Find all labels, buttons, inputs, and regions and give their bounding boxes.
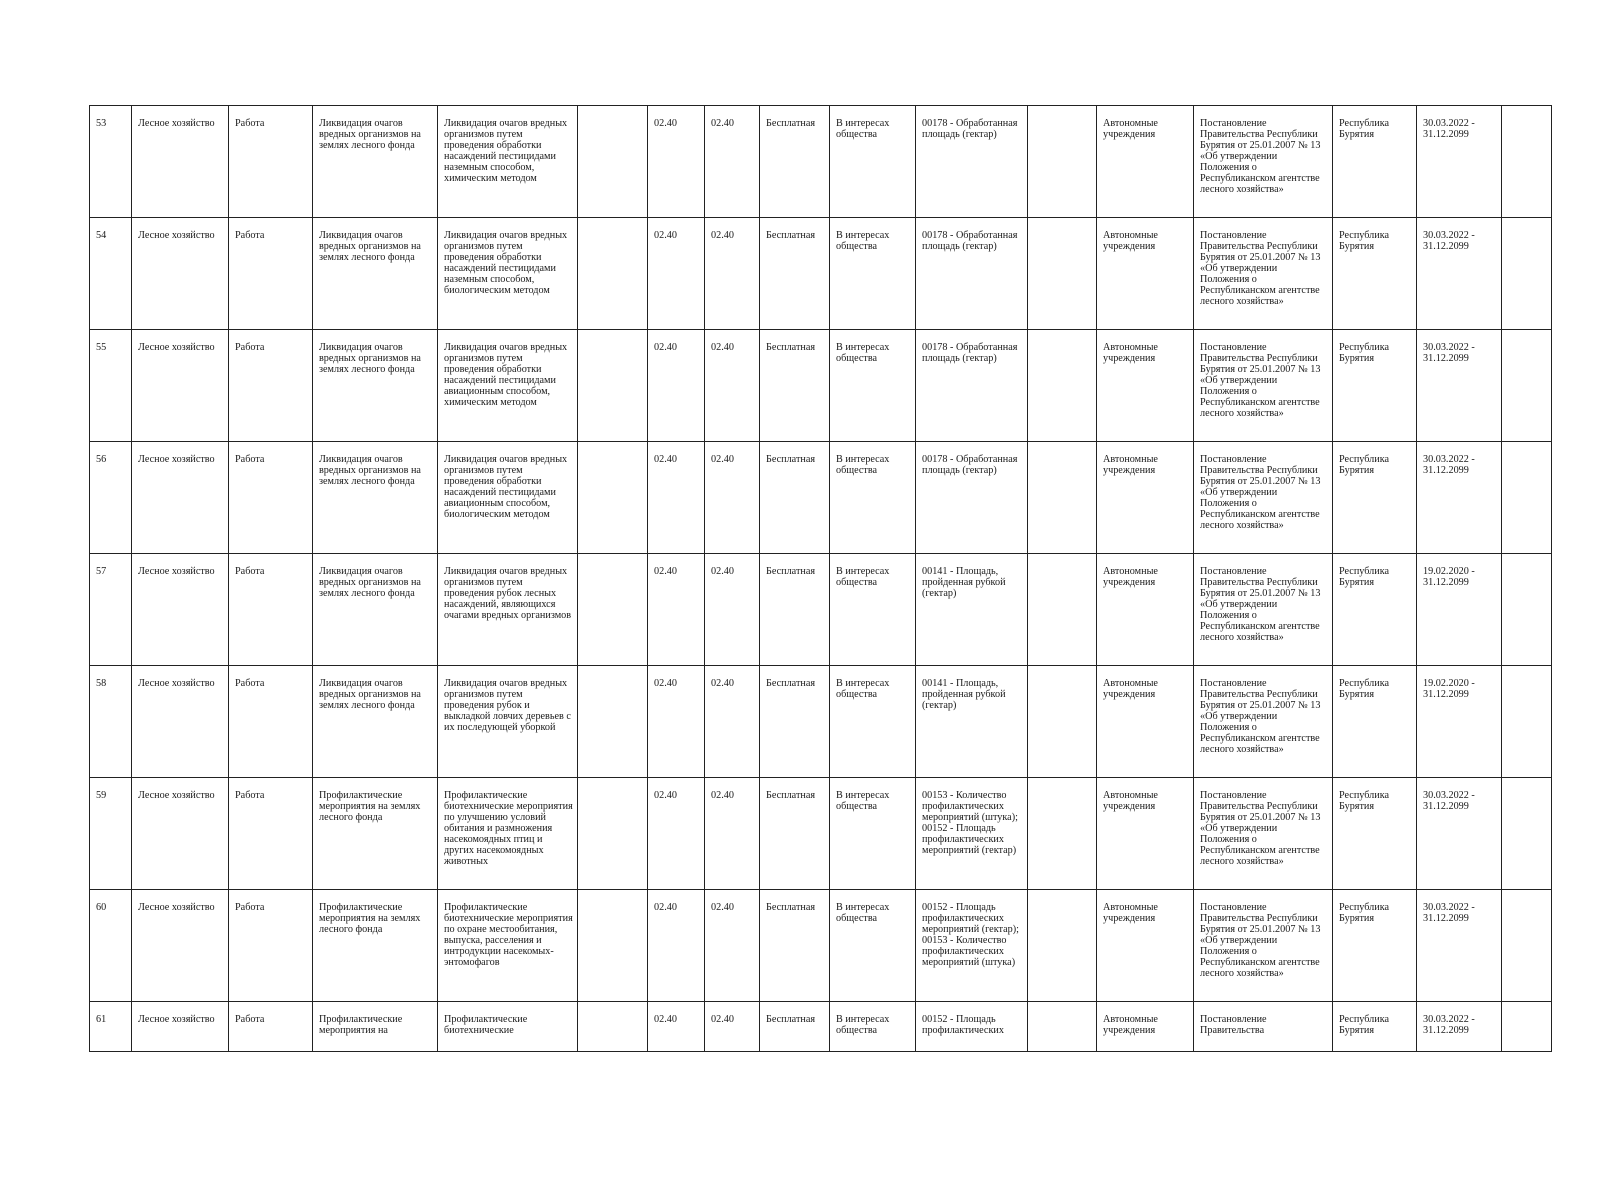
validity-period-cell: 30.03.2022 - 31.12.2099 bbox=[1417, 330, 1502, 442]
consumers-cell: В интересах общества bbox=[830, 1002, 916, 1052]
empty-cell bbox=[1502, 666, 1552, 778]
service-content-cell: Ликвидация очагов вредных организмов путем проведения обработки насаждений пестицидами авиационным способом, биологическим методом bbox=[438, 442, 578, 554]
service-content-cell: Ликвидация очагов вредных организмов путем проведения рубок и выкладкой ловчих деревьев с их последующей уборкой bbox=[438, 666, 578, 778]
sector-cell: Лесное хозяйство bbox=[132, 778, 229, 890]
empty-cell bbox=[578, 106, 648, 218]
code-cell: 02.40 bbox=[705, 218, 760, 330]
service-content-cell: Ликвидация очагов вредных организмов путем проведения обработки насаждений пестицидами наземным способом, биологическим методом bbox=[438, 218, 578, 330]
payment-cell: Бесплатная bbox=[760, 442, 830, 554]
empty-cell bbox=[1028, 442, 1097, 554]
empty-cell bbox=[578, 1002, 648, 1052]
empty-cell bbox=[1502, 890, 1552, 1002]
institution-cell: Автономные учреждения bbox=[1097, 778, 1194, 890]
table-row bbox=[90, 778, 1552, 890]
sector-cell: Лесное хозяйство bbox=[132, 666, 229, 778]
code-cell: 02.40 bbox=[705, 442, 760, 554]
row-number: 54 bbox=[90, 218, 132, 330]
code-cell: 02.40 bbox=[648, 554, 705, 666]
indicator-cell: 00141 - Площадь, пройденная рубкой (гектар) bbox=[916, 554, 1028, 666]
service-name-cell: Профилактические мероприятия на bbox=[313, 1002, 438, 1052]
service-content-cell: Ликвидация очагов вредных организмов путем проведения обработки насаждений пестицидами авиационным способом, химическим методом bbox=[438, 330, 578, 442]
code-cell: 02.40 bbox=[705, 778, 760, 890]
legal-basis-cell: Постановление Правительства Республики Бурятия от 25.01.2007 № 13 «Об утверждении Положения о Республиканском агентстве лесного хозяйства» bbox=[1194, 890, 1333, 1002]
institution-cell: Автономные учреждения bbox=[1097, 106, 1194, 218]
code-cell: 02.40 bbox=[705, 106, 760, 218]
empty-cell bbox=[1502, 218, 1552, 330]
table-row bbox=[90, 666, 1552, 778]
empty-cell bbox=[578, 890, 648, 1002]
service-name-cell: Ликвидация очагов вредных организмов на землях лесного фонда bbox=[313, 106, 438, 218]
service-name-cell: Профилактические мероприятия на землях лесного фонда bbox=[313, 778, 438, 890]
sector-cell: Лесное хозяйство bbox=[132, 890, 229, 1002]
empty-cell bbox=[1028, 890, 1097, 1002]
type-cell: Работа bbox=[229, 778, 313, 890]
code-cell: 02.40 bbox=[705, 666, 760, 778]
region-cell: Республика Бурятия bbox=[1333, 666, 1417, 778]
empty-cell bbox=[1028, 778, 1097, 890]
empty-cell bbox=[578, 778, 648, 890]
empty-cell bbox=[1502, 442, 1552, 554]
table-row bbox=[90, 218, 1552, 330]
legal-basis-cell: Постановление Правительства Республики Бурятия от 25.01.2007 № 13 «Об утверждении Положения о Республиканском агентстве лесного хозяйства» bbox=[1194, 778, 1333, 890]
legal-basis-cell: Постановление Правительства Республики Бурятия от 25.01.2007 № 13 «Об утверждении Положения о Республиканском агентстве лесного хозяйства» bbox=[1194, 330, 1333, 442]
type-cell: Работа bbox=[229, 106, 313, 218]
type-cell: Работа bbox=[229, 330, 313, 442]
empty-cell bbox=[1028, 666, 1097, 778]
indicator-cell: 00178 - Обработанная площадь (гектар) bbox=[916, 442, 1028, 554]
code-cell: 02.40 bbox=[705, 330, 760, 442]
code-cell: 02.40 bbox=[648, 442, 705, 554]
payment-cell: Бесплатная bbox=[760, 1002, 830, 1052]
service-content-cell: Профилактические биотехнические мероприятия по охране местообитания, выпуска, расселения и интродукции насекомых-энтомофагов bbox=[438, 890, 578, 1002]
type-cell: Работа bbox=[229, 666, 313, 778]
legal-basis-cell: Постановление Правительства Республики Бурятия от 25.01.2007 № 13 «Об утверждении Положения о Республиканском агентстве лесного хозяйства» bbox=[1194, 106, 1333, 218]
validity-period-cell: 30.03.2022 - 31.12.2099 bbox=[1417, 106, 1502, 218]
service-content-cell: Профилактические биотехнические bbox=[438, 1002, 578, 1052]
indicator-cell: 00178 - Обработанная площадь (гектар) bbox=[916, 106, 1028, 218]
services-registry-table bbox=[89, 105, 1552, 1052]
empty-cell bbox=[1502, 1002, 1552, 1052]
institution-cell: Автономные учреждения bbox=[1097, 666, 1194, 778]
consumers-cell: В интересах общества bbox=[830, 666, 916, 778]
sector-cell: Лесное хозяйство bbox=[132, 106, 229, 218]
institution-cell: Автономные учреждения bbox=[1097, 442, 1194, 554]
row-number: 53 bbox=[90, 106, 132, 218]
region-cell: Республика Бурятия bbox=[1333, 1002, 1417, 1052]
table-row bbox=[90, 890, 1552, 1002]
legal-basis-cell: Постановление Правительства Республики Бурятия от 25.01.2007 № 13 «Об утверждении Положения о Республиканском агентстве лесного хозяйства» bbox=[1194, 554, 1333, 666]
payment-cell: Бесплатная bbox=[760, 554, 830, 666]
code-cell: 02.40 bbox=[705, 1002, 760, 1052]
service-name-cell: Профилактические мероприятия на землях лесного фонда bbox=[313, 890, 438, 1002]
legal-basis-cell: Постановление Правительства Республики Бурятия от 25.01.2007 № 13 «Об утверждении Положения о Республиканском агентстве лесного хозяйства» bbox=[1194, 442, 1333, 554]
type-cell: Работа bbox=[229, 890, 313, 1002]
row-number: 59 bbox=[90, 778, 132, 890]
indicator-cell: 00178 - Обработанная площадь (гектар) bbox=[916, 218, 1028, 330]
code-cell: 02.40 bbox=[648, 1002, 705, 1052]
table-row bbox=[90, 330, 1552, 442]
row-number: 57 bbox=[90, 554, 132, 666]
consumers-cell: В интересах общества bbox=[830, 890, 916, 1002]
indicator-cell: 00141 - Площадь, пройденная рубкой (гектар) bbox=[916, 666, 1028, 778]
code-cell: 02.40 bbox=[648, 666, 705, 778]
service-content-cell: Ликвидация очагов вредных организмов путем проведения рубок лесных насаждений, являющихся очагами вредных организмов bbox=[438, 554, 578, 666]
validity-period-cell: 30.03.2022 - 31.12.2099 bbox=[1417, 890, 1502, 1002]
empty-cell bbox=[578, 442, 648, 554]
type-cell: Работа bbox=[229, 554, 313, 666]
type-cell: Работа bbox=[229, 442, 313, 554]
payment-cell: Бесплатная bbox=[760, 330, 830, 442]
institution-cell: Автономные учреждения bbox=[1097, 554, 1194, 666]
region-cell: Республика Бурятия bbox=[1333, 330, 1417, 442]
row-number: 58 bbox=[90, 666, 132, 778]
region-cell: Республика Бурятия bbox=[1333, 778, 1417, 890]
indicator-cell: 00152 - Площадь профилактических мероприятий (гектар); 00153 - Количество профилактических мероприятий (штука) bbox=[916, 890, 1028, 1002]
consumers-cell: В интересах общества bbox=[830, 778, 916, 890]
consumers-cell: В интересах общества bbox=[830, 330, 916, 442]
service-name-cell: Ликвидация очагов вредных организмов на землях лесного фонда bbox=[313, 666, 438, 778]
code-cell: 02.40 bbox=[705, 890, 760, 1002]
service-name-cell: Ликвидация очагов вредных организмов на землях лесного фонда bbox=[313, 218, 438, 330]
code-cell: 02.40 bbox=[648, 778, 705, 890]
region-cell: Республика Бурятия bbox=[1333, 554, 1417, 666]
institution-cell: Автономные учреждения bbox=[1097, 1002, 1194, 1052]
table-row bbox=[90, 442, 1552, 554]
table-row bbox=[90, 554, 1552, 666]
empty-cell bbox=[1502, 330, 1552, 442]
region-cell: Республика Бурятия bbox=[1333, 106, 1417, 218]
legal-basis-cell: Постановление Правительства bbox=[1194, 1002, 1333, 1052]
row-number: 56 bbox=[90, 442, 132, 554]
legal-basis-cell: Постановление Правительства Республики Бурятия от 25.01.2007 № 13 «Об утверждении Положения о Республиканском агентстве лесного хозяйства» bbox=[1194, 218, 1333, 330]
payment-cell: Бесплатная bbox=[760, 106, 830, 218]
validity-period-cell: 30.03.2022 - 31.12.2099 bbox=[1417, 778, 1502, 890]
consumers-cell: В интересах общества bbox=[830, 554, 916, 666]
empty-cell bbox=[578, 554, 648, 666]
sector-cell: Лесное хозяйство bbox=[132, 330, 229, 442]
service-name-cell: Ликвидация очагов вредных организмов на землях лесного фонда bbox=[313, 330, 438, 442]
sector-cell: Лесное хозяйство bbox=[132, 218, 229, 330]
empty-cell bbox=[1028, 106, 1097, 218]
empty-cell bbox=[578, 218, 648, 330]
institution-cell: Автономные учреждения bbox=[1097, 890, 1194, 1002]
table-row bbox=[90, 106, 1552, 218]
code-cell: 02.40 bbox=[648, 106, 705, 218]
empty-cell bbox=[578, 666, 648, 778]
empty-cell bbox=[1502, 554, 1552, 666]
sector-cell: Лесное хозяйство bbox=[132, 442, 229, 554]
consumers-cell: В интересах общества bbox=[830, 442, 916, 554]
institution-cell: Автономные учреждения bbox=[1097, 330, 1194, 442]
service-name-cell: Ликвидация очагов вредных организмов на землях лесного фонда bbox=[313, 554, 438, 666]
code-cell: 02.40 bbox=[648, 218, 705, 330]
region-cell: Республика Бурятия bbox=[1333, 890, 1417, 1002]
table-row bbox=[90, 1002, 1552, 1052]
service-content-cell: Профилактические биотехнические мероприятия по улучшению условий обитания и размножения насекомоядных птиц и других насекомоядных животных bbox=[438, 778, 578, 890]
payment-cell: Бесплатная bbox=[760, 666, 830, 778]
code-cell: 02.40 bbox=[648, 330, 705, 442]
empty-cell bbox=[1028, 330, 1097, 442]
validity-period-cell: 30.03.2022 - 31.12.2099 bbox=[1417, 442, 1502, 554]
row-number: 60 bbox=[90, 890, 132, 1002]
consumers-cell: В интересах общества bbox=[830, 218, 916, 330]
type-cell: Работа bbox=[229, 218, 313, 330]
indicator-cell: 00178 - Обработанная площадь (гектар) bbox=[916, 330, 1028, 442]
empty-cell bbox=[1028, 554, 1097, 666]
code-cell: 02.40 bbox=[705, 554, 760, 666]
consumers-cell: В интересах общества bbox=[830, 106, 916, 218]
row-number: 55 bbox=[90, 330, 132, 442]
empty-cell bbox=[1502, 106, 1552, 218]
indicator-cell: 00152 - Площадь профилактических bbox=[916, 1002, 1028, 1052]
validity-period-cell: 30.03.2022 - 31.12.2099 bbox=[1417, 218, 1502, 330]
validity-period-cell: 30.03.2022 - 31.12.2099 bbox=[1417, 1002, 1502, 1052]
empty-cell bbox=[578, 330, 648, 442]
empty-cell bbox=[1502, 778, 1552, 890]
payment-cell: Бесплатная bbox=[760, 890, 830, 1002]
validity-period-cell: 19.02.2020 - 31.12.2099 bbox=[1417, 554, 1502, 666]
indicator-cell: 00153 - Количество профилактических мероприятий (штука); 00152 - Площадь профилактических мероприятий (гектар) bbox=[916, 778, 1028, 890]
sector-cell: Лесное хозяйство bbox=[132, 1002, 229, 1052]
region-cell: Республика Бурятия bbox=[1333, 442, 1417, 554]
row-number: 61 bbox=[90, 1002, 132, 1052]
service-content-cell: Ликвидация очагов вредных организмов путем проведения обработки насаждений пестицидами наземным способом, химическим методом bbox=[438, 106, 578, 218]
service-name-cell: Ликвидация очагов вредных организмов на землях лесного фонда bbox=[313, 442, 438, 554]
institution-cell: Автономные учреждения bbox=[1097, 218, 1194, 330]
payment-cell: Бесплатная bbox=[760, 218, 830, 330]
payment-cell: Бесплатная bbox=[760, 778, 830, 890]
type-cell: Работа bbox=[229, 1002, 313, 1052]
code-cell: 02.40 bbox=[648, 890, 705, 1002]
empty-cell bbox=[1028, 218, 1097, 330]
validity-period-cell: 19.02.2020 - 31.12.2099 bbox=[1417, 666, 1502, 778]
sector-cell: Лесное хозяйство bbox=[132, 554, 229, 666]
region-cell: Республика Бурятия bbox=[1333, 218, 1417, 330]
legal-basis-cell: Постановление Правительства Республики Бурятия от 25.01.2007 № 13 «Об утверждении Положения о Республиканском агентстве лесного хозяйства» bbox=[1194, 666, 1333, 778]
table-body bbox=[90, 106, 1552, 1052]
empty-cell bbox=[1028, 1002, 1097, 1052]
